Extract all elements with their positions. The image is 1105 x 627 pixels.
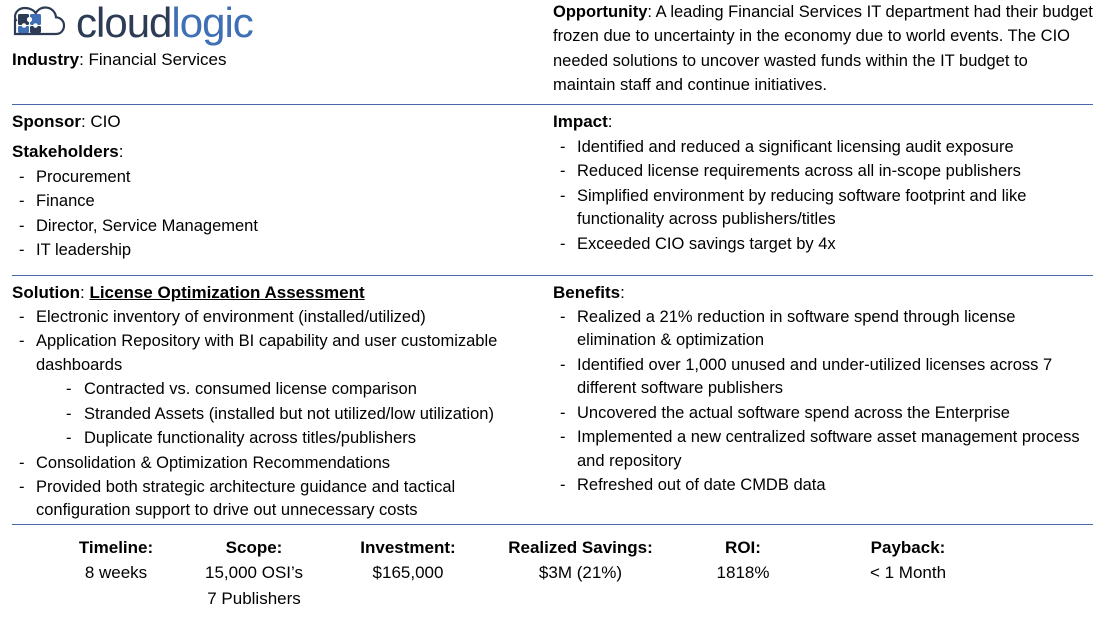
list-item: - Uncovered the actual software spend across the Enterprise — [553, 402, 1093, 425]
sponsor-column — [12, 112, 549, 275]
metrics-row — [12, 535, 1093, 612]
impact-column — [549, 112, 1093, 275]
industry-value: Financial Services — [88, 50, 227, 69]
impact-list — [553, 136, 1093, 256]
metric-timeline — [52, 535, 180, 612]
sponsor-label: Sponsor — [12, 112, 81, 131]
stakeholders-list — [12, 166, 539, 263]
metric-label: Realized Savings: — [508, 537, 653, 557]
list-item: - IT leadership — [12, 239, 539, 262]
stakeholders-colon: : — [118, 142, 124, 161]
list-item: - Realized a 21% reduction in software spend through license elimination & optimization — [553, 306, 1093, 353]
benefits-label: Benefits — [553, 283, 621, 302]
solution-colon: : — [79, 283, 90, 302]
industry-label: Industry — [12, 50, 80, 69]
metric-value: $3M (21%) — [538, 563, 623, 583]
list-item: - Provided both strategic architecture guidance and tactical configuration support to drive out unnecessary costs — [12, 476, 539, 523]
benefits-colon: : — [620, 283, 625, 302]
opportunity-text: : A leading Financial Services IT department had their budget frozen due to uncertainty in the economy due to world events. The CIO needed solutions to uncover wasted funds within the IT budget to maintain staff and continue initiatives. — [553, 3, 1093, 94]
list-item: - Consolidation & Optimization Recommendations — [12, 452, 539, 475]
logo-word-cloud: cloud — [76, 0, 172, 46]
list-item: - Identified over 1,000 unused and under-utilized licenses across 7 different software publishers — [553, 354, 1093, 401]
metric-value: $165,000 — [372, 563, 444, 583]
solution-column — [12, 283, 549, 524]
sponsor-colon: : — [80, 112, 91, 131]
list-item: - Contracted vs. consumed license comparison — [54, 378, 539, 401]
metric-label: ROI: — [725, 537, 761, 557]
solution-list-2 — [12, 452, 539, 523]
impact-colon: : — [607, 112, 613, 131]
header-band — [12, 0, 1093, 104]
benefits-column — [549, 283, 1093, 524]
logo-wordmark — [76, 2, 253, 44]
list-item: - Procurement — [12, 166, 539, 189]
industry-colon: : — [79, 50, 89, 69]
impact-label: Impact — [553, 112, 608, 131]
impact-heading — [553, 112, 1093, 132]
metrics-band — [12, 525, 1093, 612]
metric-value-secondary: 7 Publishers — [207, 588, 301, 608]
sponsor-line — [12, 112, 539, 132]
solution-heading — [12, 283, 539, 303]
list-item: - Finance — [12, 190, 539, 213]
list-item: - Simplified environment by reducing software footprint and like functionality across publishers/titles — [553, 185, 1093, 232]
list-item: - Duplicate functionality across titles/publishers — [54, 427, 539, 450]
solution-title: License Optimization Assessment — [89, 283, 365, 302]
industry-line — [12, 50, 539, 70]
brand-logo — [12, 2, 539, 44]
list-item: - Refreshed out of date CMDB data — [553, 474, 1093, 497]
stakeholders-heading — [12, 142, 539, 162]
benefits-list — [553, 306, 1093, 497]
stakeholders-label: Stakeholders — [12, 142, 119, 161]
logo-word-logic: logic — [171, 0, 253, 46]
metric-label: Scope: — [225, 537, 283, 557]
solution-list — [12, 306, 539, 377]
metric-roi — [673, 535, 813, 612]
solution-sublist — [54, 378, 539, 450]
list-item: - Reduced license requirements across all in-scope publishers — [553, 160, 1093, 183]
metric-payback — [813, 535, 1003, 612]
metric-label: Investment: — [360, 537, 456, 557]
metric-value: 15,000 OSI’s — [205, 563, 303, 583]
metric-label: Timeline: — [78, 537, 154, 557]
puzzle-cloud-icon — [12, 2, 66, 44]
metric-value: 1818% — [716, 563, 770, 583]
list-item: - Electronic inventory of environment (installed/utilized) — [12, 306, 539, 329]
header-right — [549, 0, 1093, 104]
opportunity-block — [553, 0, 1093, 97]
metric-scope — [180, 535, 328, 612]
list-item: - Exceeded CIO savings target by 4x — [553, 233, 1093, 256]
solution-benefits-band — [12, 276, 1093, 524]
list-item: - Implemented a new centralized software asset management process and repository — [553, 426, 1093, 473]
list-item: - Identified and reduced a significant licensing audit exposure — [553, 136, 1093, 159]
metric-investment — [328, 535, 488, 612]
opportunity-label: Opportunity — [553, 3, 648, 21]
metric-value: 8 weeks — [84, 563, 148, 583]
list-item: - Application Repository with BI capability and user customizable dashboards — [12, 330, 539, 377]
metric-realized-savings — [488, 535, 673, 612]
sponsor-value: CIO — [90, 112, 121, 131]
metric-value: < 1 Month — [869, 563, 947, 583]
list-item: - Stranded Assets (installed but not utilized/low utilization) — [54, 403, 539, 426]
header-left — [12, 0, 549, 104]
sponsor-impact-band — [12, 105, 1093, 275]
solution-label: Solution — [12, 283, 80, 302]
benefits-heading — [553, 283, 1093, 303]
solution-sublist-wrap — [12, 378, 539, 450]
metric-label: Payback: — [870, 537, 946, 557]
list-item: - Director, Service Management — [12, 215, 539, 238]
